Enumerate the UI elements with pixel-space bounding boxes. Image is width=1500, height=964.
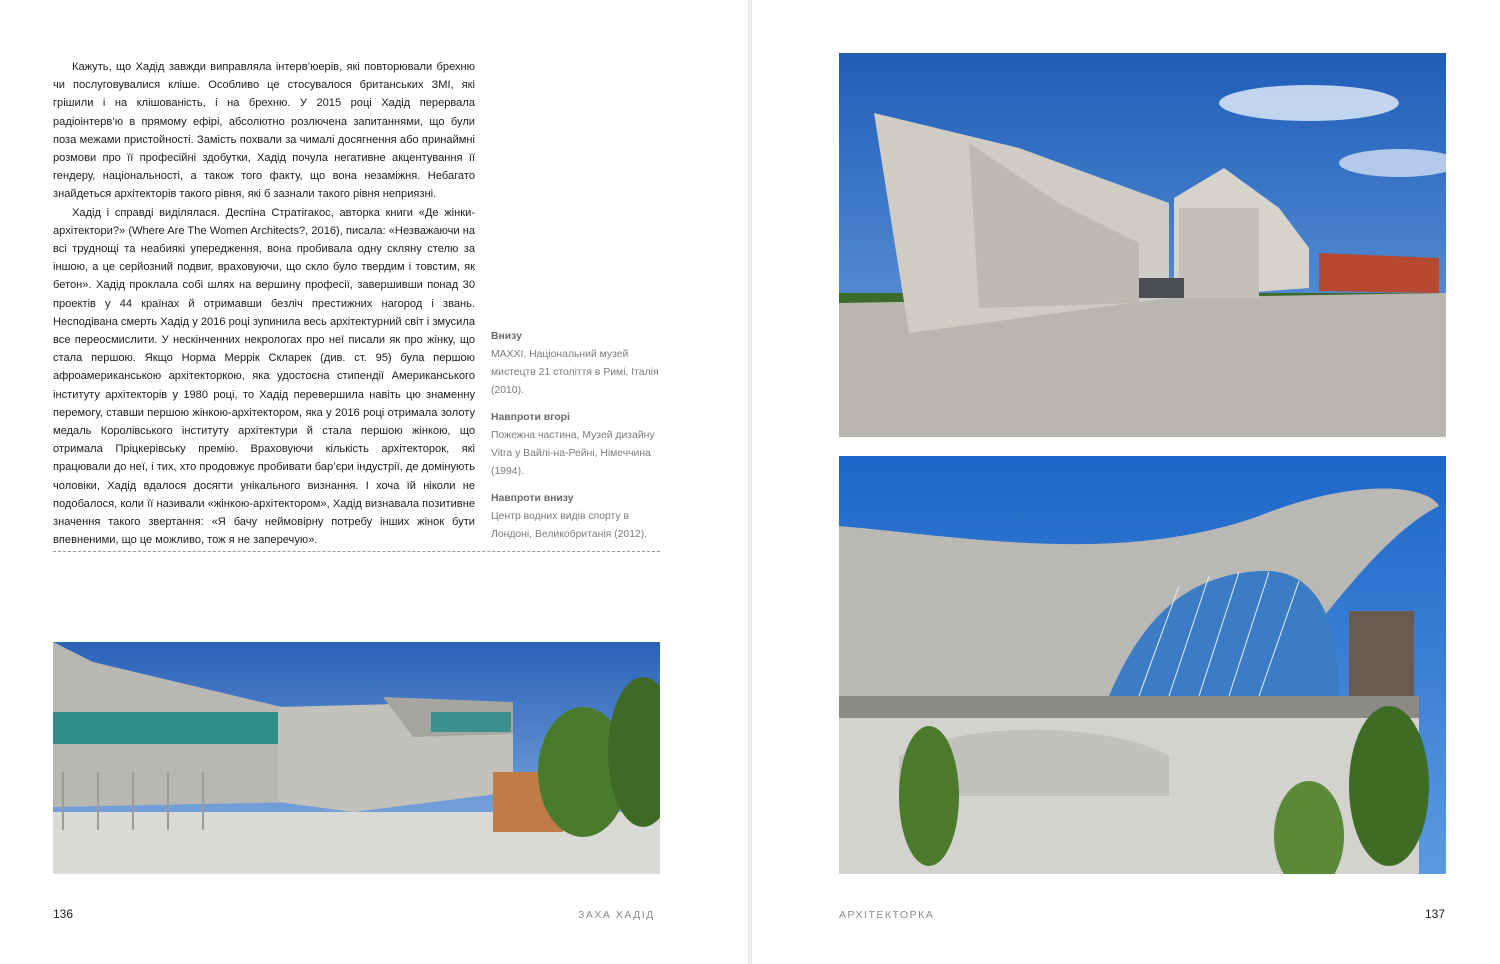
captions <box>491 328 666 553</box>
paragraph-1: Кажуть, що Хадід завжди виправляла інтерв’юерів, які повторювали брехню чи послуговувалися кліше. Особливо це стосувалося британських ЗМІ, які грішили і на клішованість, і на брехню. У 2015 році Хадід перервала радіоінтерв’ю в прямому ефірі, абсолютно розлючена запитаннями, що були поза межами пристойності. Замість похвали за чималі досягнення або принаймні розмови про її професійні здобутки, Хадід почула негативне акцентування її гендеру, національності, а також того факту, що вона незаміжня. Небагато знайдеться архітекторів такого рівня, які б зазнали такого рівня неприязні. <box>53 61 475 201</box>
caption-opposite-bottom <box>491 490 666 544</box>
caption-heading: Навпроти вгорі <box>491 412 570 423</box>
body-text <box>53 58 475 549</box>
photo-london-aquatics-centre <box>839 456 1446 874</box>
photo-maxxi-museum <box>53 642 660 874</box>
caption-text: Центр водних видів спорту в Лондоні, Великобританія (2012). <box>491 511 648 540</box>
page-number: 137 <box>1425 907 1446 921</box>
paragraph-2: Хадід і справді виділялася. Деспіна Стратігакос, авторка книги «Де жінки-архітектори?» (Where Are The Women Architects?, 2016), писала: «Незважаючи на всі труднощі та неабиякі упередження, вона пробивала одну скляну стелю за іншою, а це серйозний подвиг, враховуючи, що скло було твердим і товстим, як бетон». Хадід проклала собі шлях на вершину професії, завершивши понад 30 проектів у 44 країнах й отримавши безліч престижних нагород і звань. Несподівана смерть Хадід у 2016 році зупинила весь архітектурний світ і змусила все переосмислити. У нескінченних некрологах про неї писали як про жінку, що стала першою. Якщо Норма Меррік Скларек (див. ст. 95) була першою афроамериканською архітекторкою, яка удостоєна стипендії Американського інституту архітекторів у 1980 році, то Хадід перевершила навіть цю знаменну перемогу, ставши першою жінкою-архітектором, яка у 2016 році отримала золоту медаль Королівського інституту архітектури й стала першою жінкою, що отримала Пріцкерівську премію. Враховуючи кількість архітекторок, які працювали до неї, і тих, хто продовжує пробивати бар’єри індустрії, де домінують чоловіки, Хадід вдалося досягти унікального визнання. І хоча їй ніколи не подобалося, коли її називали «жінкою-архітектором», Хадід визнавала позитивне значення такого звертання: «Я бачу неймовірну потребу інших жінок бути впевненими, що це можливо, тож я не заперечую». <box>53 206 475 547</box>
dashed-divider <box>53 551 660 552</box>
caption-text: Пожежна частина, Музей дизайну Vitra у Вайлі-на-Рейні, Німеччина (1994). <box>491 430 655 477</box>
page-number: 136 <box>53 907 74 921</box>
left-page <box>0 0 748 964</box>
caption-heading: Внизу <box>491 331 522 342</box>
caption-opposite-top <box>491 409 666 481</box>
photo-vitra-fire-station <box>839 53 1446 437</box>
running-head: ЗАХА ХАДІД <box>578 909 655 921</box>
caption-heading: Навпроти внизу <box>491 493 574 504</box>
right-page <box>752 0 1500 964</box>
caption-below <box>491 328 666 400</box>
running-head: АРХІТЕКТОРКА <box>839 909 935 921</box>
caption-text: MAXXI, Національний музей мистецтв 21 століття в Римі, Італія (2010). <box>491 349 659 396</box>
